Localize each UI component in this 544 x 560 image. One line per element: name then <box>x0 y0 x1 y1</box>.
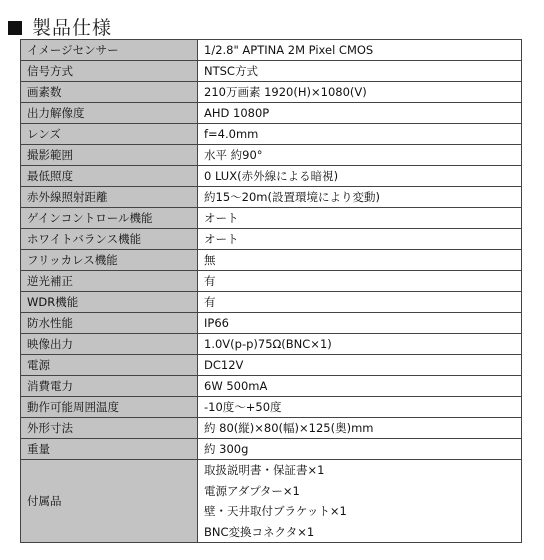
table-row <box>21 313 522 334</box>
spec-value: f=4.0mm <box>198 124 522 145</box>
table-row <box>21 250 522 271</box>
spec-value: オート <box>198 208 522 229</box>
spec-label: 電源 <box>21 355 198 376</box>
spec-value: 有 <box>198 292 522 313</box>
spec-label: レンズ <box>21 124 198 145</box>
accessory-item: 電源アダプター×1 <box>204 483 300 498</box>
spec-label: 信号方式 <box>21 61 198 82</box>
spec-value: 約 80(縦)×80(幅)×125(奥)mm <box>198 418 522 439</box>
spec-value: AHD 1080P <box>198 103 522 124</box>
spec-value: 有 <box>198 271 522 292</box>
table-row <box>21 376 522 397</box>
spec-value: 0 LUX(赤外線による暗視) <box>198 166 522 187</box>
spec-label: 防水性能 <box>21 313 198 334</box>
spec-label: イメージセンサー <box>21 40 198 61</box>
spec-value: NTSC方式 <box>198 61 522 82</box>
table-row <box>21 166 522 187</box>
spec-value: 無 <box>198 250 522 271</box>
square-bullet-icon <box>8 21 22 35</box>
spec-value: 210万画素 1920(H)×1080(V) <box>198 82 522 103</box>
table-row <box>21 334 522 355</box>
spec-label: 撮影範囲 <box>21 145 198 166</box>
spec-value: 水平 約90° <box>198 145 522 166</box>
accessories-list <box>198 460 522 543</box>
table-row <box>21 355 522 376</box>
table-row <box>21 103 522 124</box>
table-row <box>21 82 522 103</box>
table-row <box>21 418 522 439</box>
table-row <box>21 208 522 229</box>
spec-label: 最低照度 <box>21 166 198 187</box>
table-row <box>21 271 522 292</box>
spec-value: 約15～20m(設置環境により変動) <box>198 187 522 208</box>
spec-label: 外形寸法 <box>21 418 198 439</box>
spec-value: 約 300g <box>198 439 522 460</box>
spec-value: IP66 <box>198 313 522 334</box>
spec-label: 動作可能周囲温度 <box>21 397 198 418</box>
spec-label: 赤外線照射距離 <box>21 187 198 208</box>
spec-label: ゲインコントロール機能 <box>21 208 198 229</box>
spec-label: 消費電力 <box>21 376 198 397</box>
spec-table <box>20 39 522 543</box>
accessory-item: BNC変換コネクタ×1 <box>204 524 315 539</box>
spec-label: ホワイトバランス機能 <box>21 229 198 250</box>
spec-label: フリッカレス機能 <box>21 250 198 271</box>
spec-label: 付属品 <box>21 460 198 543</box>
section-heading <box>6 17 112 39</box>
spec-value: 1/2.8" APTINA 2M Pixel CMOS <box>198 40 522 61</box>
spec-value: -10度～+50度 <box>198 397 522 418</box>
table-row-accessories <box>21 460 522 543</box>
spec-label: WDR機能 <box>21 292 198 313</box>
accessory-item: 壁・天井取付ブラケット×1 <box>204 504 347 518</box>
table-row <box>21 61 522 82</box>
table-row <box>21 187 522 208</box>
spec-label: 出力解像度 <box>21 103 198 124</box>
spec-value: 1.0V(p-p)75Ω(BNC×1) <box>198 334 522 355</box>
spec-value: 6W 500mA <box>198 376 522 397</box>
accessory-item: 取扱説明書・保証書×1 <box>204 463 325 477</box>
table-row <box>21 124 522 145</box>
spec-label: 重量 <box>21 439 198 460</box>
table-row <box>21 40 522 61</box>
table-row <box>21 397 522 418</box>
table-row <box>21 439 522 460</box>
section-title: 製品仕様 <box>32 17 113 39</box>
spec-label: 画素数 <box>21 82 198 103</box>
table-row <box>21 145 522 166</box>
spec-value: DC12V <box>198 355 522 376</box>
spec-label: 逆光補正 <box>21 271 198 292</box>
spec-label: 映像出力 <box>21 334 198 355</box>
table-row <box>21 229 522 250</box>
table-row <box>21 292 522 313</box>
spec-value: オート <box>198 229 522 250</box>
